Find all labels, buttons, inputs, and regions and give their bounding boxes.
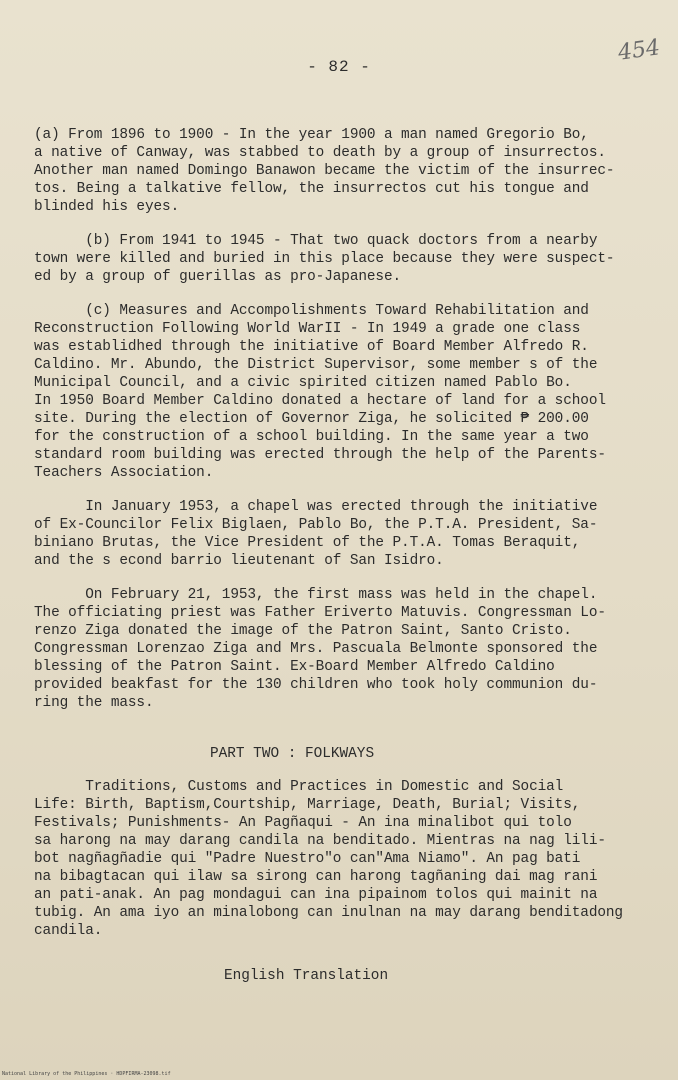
paragraph-c: (c) Measures and Accompolishments Toward Rehabilitation and Reconstruction Following World WarII - In 1949 a grade one class was establidhed through the initiative of Board Member Alfredo R. Caldino. Mr. Abundo, the District Supervisor, some member s of the Municipal Council, and a civic spirited citizen named Pablo Bo. In 1950 Board Member Caldino donated a hectare of land for a school site. During the election of Governor Ziga, he solicited ₱ 200.00 for the construction of a school building. In the same year a two standard room building was erected through the help of the Parents- Teachers Association. (34, 303, 606, 481)
paragraph-chapel: In January 1953, a chapel was erected through the initiative of Ex-Councilor Felix Biglaen, Pablo Bo, the P.T.A. President, Sa- biniano Brutas, the Vice President of the P.T.A. Tomas Beraquit, and the s econd barrio lieutenant of San Isidro. (34, 499, 598, 569)
document-body (34, 126, 646, 984)
scan-footer: National Library of the Philippines · HDPFIRMA-23098.tif (2, 1071, 171, 1077)
paragraph-b: (b) From 1941 to 1945 - That two quack doctors from a nearby town were killed and buried in this place because they were suspect- ed by a group of guerillas as pro-Japanese. (34, 233, 615, 285)
page-number: - 82 - (307, 58, 371, 76)
paragraph-first-mass: On February 21, 1953, the first mass was held in the chapel. The officiating priest was Father Eriverto Matuvis. Congressman Lo- renzo Ziga donated the image of the Patron Saint, Santo Cristo. Congressman Lorenzao Ziga and Mrs. Pascuala Belmonte sponsored the blessing of the Patron Saint. Ex-Board Member Alfredo Caldino provided beakfast for the 130 children who took holy communion du- ring the mass. (34, 587, 606, 711)
paragraph-a: (a) From 1896 to 1900 - In the year 1900 a man named Gregorio Bo, a native of Canway, was stabbed to death by a group of insurrectos. Another man named Domingo Banawon became the victim of the insurrec- tos. Being a talkative fellow, the insurrectos cut his tongue and blinded his eyes. (34, 127, 615, 215)
section-heading: PART TWO : FOLKWAYS (210, 746, 375, 762)
paragraph-folkways: Traditions, Customs and Practices in Domestic and Social Life: Birth, Baptism,Courtship, Marriage, Death, Burial; Visits, Festivals; Punishments- An Pagñaqui - An ina minalibot qui tolo sa harong na may darang candila na benditado. Mientras na nag lili- bot nagñagñadie qui "Padre Nuestro"o can"Ama Niamo". An pag bati na bibagtacan qui ilaw sa sirong can harong tagñaning dai mag rani an pati-anak. An pag mondagui can ina pipainom tolos qui mainit na tubig. An ama iyo an minalobong can inulnan na may darang benditadong candila. (34, 779, 623, 939)
handwritten-page-note: 454 (616, 35, 662, 66)
closing-heading: English Translation (224, 968, 389, 984)
